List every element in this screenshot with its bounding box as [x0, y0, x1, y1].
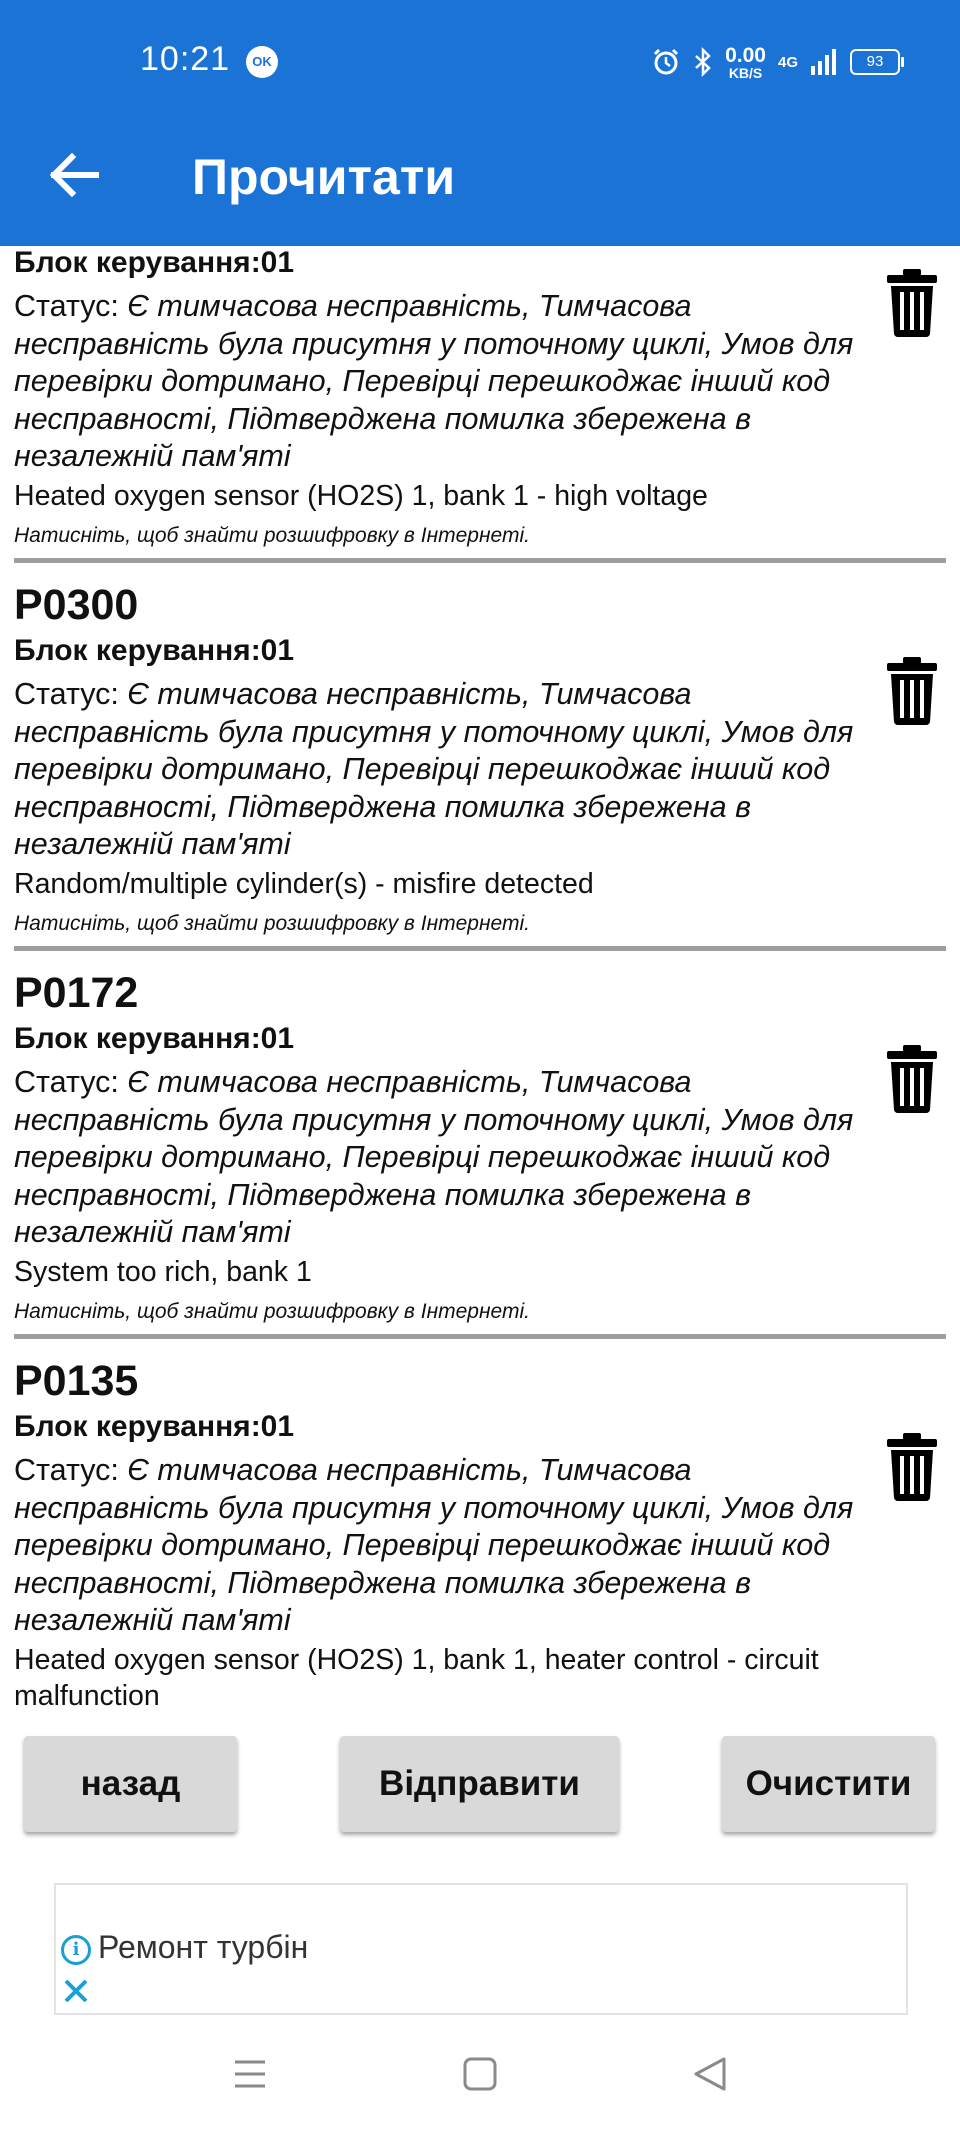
status-text: [14, 1452, 864, 1640]
trouble-code-card[interactable]: [0, 1358, 960, 1745]
network-type: 4G: [777, 53, 798, 71]
card-divider: [14, 946, 946, 951]
network-speed-unit: KB/S: [728, 64, 763, 81]
trouble-code: P0135: [14, 1357, 139, 1405]
code-description: System too rich, bank 1: [14, 1256, 312, 1288]
bluetooth-icon: [693, 47, 713, 77]
control-unit: Блок керування:01: [14, 246, 295, 279]
system-nav-bar: [0, 2040, 960, 2133]
search-online-hint[interactable]: Натисніть, щоб знайти розшифровку в Інтернеті.: [14, 912, 530, 935]
home-square-icon[interactable]: [462, 2056, 498, 2092]
alarm-icon: [651, 47, 681, 77]
trash-icon[interactable]: [886, 1432, 938, 1502]
status-value: Є тимчасова несправність, Тимчасова несправність була присутня у поточному циклі, Умов для перевірки дотримано, Перевірці перешкоджає інший код несправності, Підтверджена помилка збережена в незалежній пам'яті: [14, 1065, 854, 1249]
ad-text[interactable]: Ремонт турбін: [98, 1929, 309, 1965]
trouble-code-card[interactable]: [0, 194, 960, 581]
notification-app-icon: OK: [246, 46, 278, 78]
page-title: Прочитати: [192, 149, 456, 205]
status-time: 10:21: [140, 40, 231, 78]
status-label: Статус:: [14, 677, 128, 711]
card-divider: [14, 1334, 946, 1339]
network-speed: [725, 45, 766, 80]
back-button[interactable]: назад: [24, 1736, 237, 1832]
status-label: Статус:: [14, 1453, 128, 1487]
status-bar: [0, 0, 960, 118]
trouble-code: P0172: [14, 969, 139, 1017]
clear-button[interactable]: Очистити: [722, 1736, 935, 1832]
status-text: [14, 1064, 864, 1252]
code-description: Heated oxygen sensor (HO2S) 1, bank 1 - high voltage: [14, 480, 708, 512]
control-unit: Блок керування:01: [14, 1022, 295, 1055]
trouble-code-card[interactable]: [0, 582, 960, 969]
status-label: Статус:: [14, 289, 128, 323]
send-button[interactable]: Відправити: [340, 1736, 619, 1832]
trash-icon[interactable]: [886, 656, 938, 726]
card-divider: [14, 558, 946, 563]
battery-level: 93: [866, 53, 884, 70]
status-label: Статус:: [14, 1065, 128, 1099]
action-buttons: [0, 1736, 960, 1836]
trouble-code: P0300: [14, 581, 139, 629]
status-text: [14, 288, 864, 476]
battery-icon: [850, 49, 900, 75]
code-description: Random/multiple cylinder(s) - misfire detected: [14, 868, 594, 900]
trash-icon[interactable]: [886, 268, 938, 338]
back-triangle-icon[interactable]: [692, 2056, 728, 2092]
control-unit: Блок керування:01: [14, 634, 295, 667]
control-unit: Блок керування:01: [14, 1410, 295, 1443]
signal-icon: [810, 48, 838, 76]
trouble-code-card[interactable]: [0, 970, 960, 1357]
status-text: [14, 676, 864, 864]
search-online-hint[interactable]: Натисніть, щоб знайти розшифровку в Інтернеті.: [14, 1300, 530, 1323]
trouble-code-list[interactable]: [0, 246, 960, 1712]
ad-banner[interactable]: [54, 1883, 908, 2015]
search-online-hint[interactable]: Натисніть, щоб знайти розшифровку в Інтернеті.: [14, 524, 530, 547]
menu-icon[interactable]: [232, 2056, 268, 2092]
status-icons: [651, 44, 900, 80]
network-speed-value: 0.00: [725, 43, 766, 67]
info-icon[interactable]: i: [61, 1935, 91, 1965]
status-value: Є тимчасова несправність, Тимчасова несправність була присутня у поточному циклі, Умов для перевірки дотримано, Перевірці перешкоджає інший код несправності, Підтверджена помилка збережена в незалежній пам'яті: [14, 1453, 854, 1637]
status-value: Є тимчасова несправність, Тимчасова несправність була присутня у поточному циклі, Умов для перевірки дотримано, Перевірці перешкоджає інший код несправності, Підтверджена помилка збережена в незалежній пам'яті: [14, 289, 854, 473]
trash-icon[interactable]: [886, 1044, 938, 1114]
close-icon[interactable]: [62, 1977, 90, 2005]
code-description: Heated oxygen sensor (HO2S) 1, bank 1, heater control - circuit malfunction: [14, 1644, 819, 1712]
status-value: Є тимчасова несправність, Тимчасова несправність була присутня у поточному циклі, Умов для перевірки дотримано, Перевірці перешкоджає інший код несправності, Підтверджена помилка збережена в незалежній пам'яті: [14, 677, 854, 861]
